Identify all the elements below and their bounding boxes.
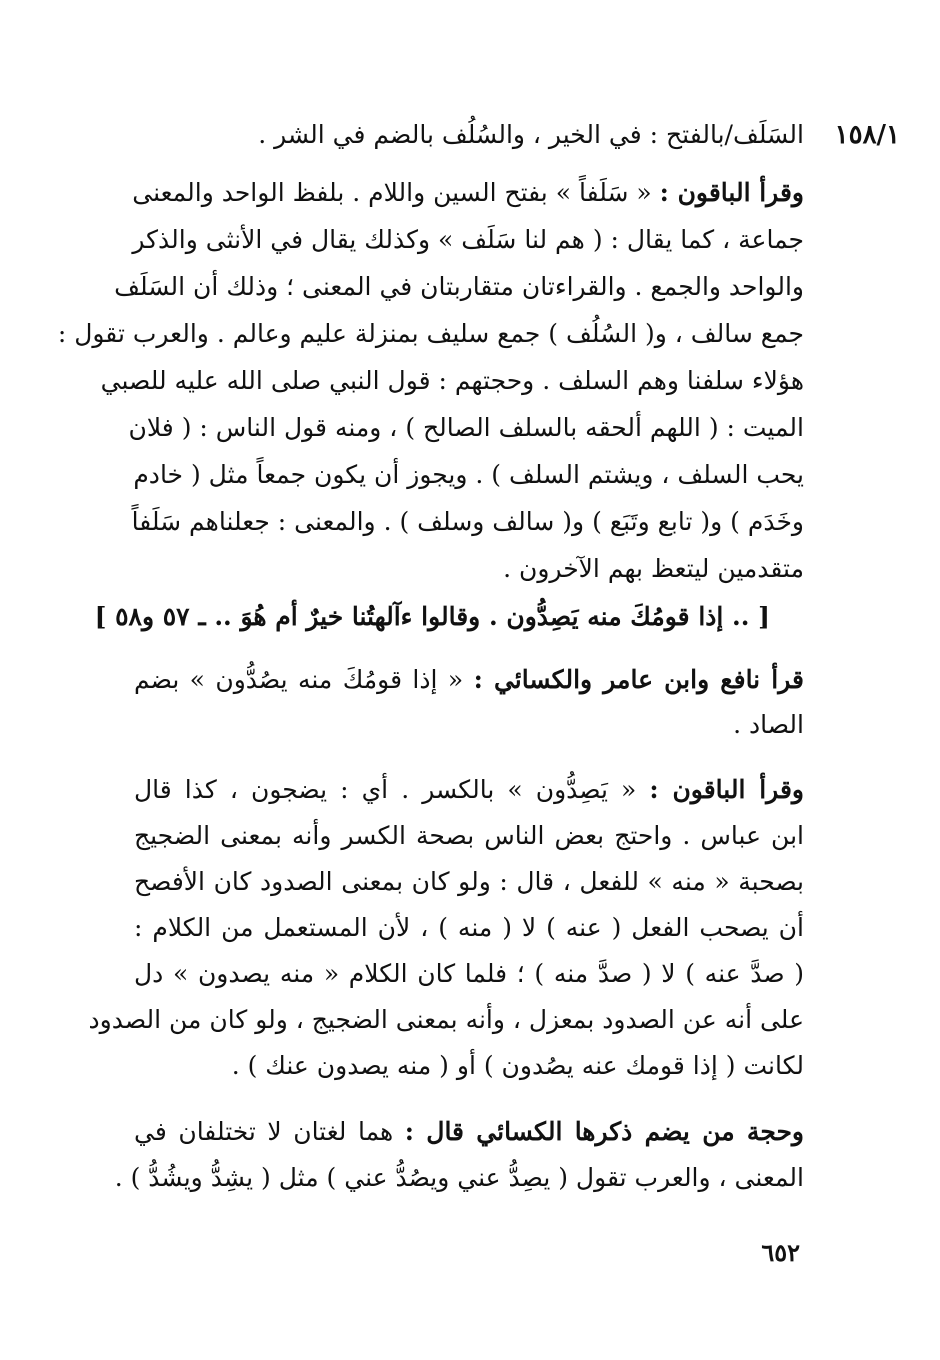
para2-line-1: قرأ نافع وابن عامر والكسائي : « إذا قومُكَ منه يصُدُّون » بضم [134,665,804,694]
para3-line-6: على أنه عن الصدود بمعزل ، وأنه بمعنى الضجيج ، ولو كان من الصدود [88,1005,804,1034]
para1-line-5: هؤلاء سلفنا وهم السلف . وحجتهم : قول النبي صلى الله عليه للصبي [100,366,804,395]
header-line: السَلَف/بالفتح : في الخير ، والسُلُف بالضم في الشر . [258,120,804,149]
para3-line-5: ( صدَّ عنه ) لا ( صدَّ منه ) ؛ فلما كان الكلام « منه يصدون » دل [134,959,804,988]
para4-line-1: وحجة من يضم ذكرها الكسائي قال : هما لغتان لا تختلفان في [134,1117,804,1146]
para1-line-2: جماعة ، كما يقال : ( هم لنا سَلَف » وكذلك يقال في الأنثى والذكر [132,225,804,254]
para4-line-2: المعنى ، والعرب تقول ( يصِدُّ عني ويصُدُّ عني ) مثل ( يشِدُّ ويشُدُّ ) . [114,1163,804,1192]
para1-line-6: الميت : ( اللهم ألحقه بالسلف الصالح ) ، ومنه قول الناس : ( فلان [128,413,804,442]
para1-line-3: والواحد والجمع . والقراءتان متقاربتان في المعنى ؛ وذلك أن السَلَف [114,272,804,301]
quran-verse: [ .. إذا قومُكَ منه يَصِدُّون . وقالوا ءآلهتُنا خيرٌ أم هُوَ .. ـ ٥٧ و٥٨ ] [94,602,770,631]
verse-reference: ١٥٨/١ [834,120,900,150]
para3-line-7: لكانت ( إذا قومك عنه يصُدون ) أو ( منه يصدون عنك ) . [231,1051,804,1080]
para1-line-1: وقرأ الباقون : « سَلَفاً » بفتح السين واللام . بلفظ الواحد والمعنى [132,178,804,207]
para3-line-3: بصحبة « منه » للفعل ، قال : ولو كان بمعنى الصدود كان الأفصح [134,867,804,896]
para3-line-1: وقرأ الباقون : « يَصِدُّون » بالكسر . أي : يضجون ، كذا قال [134,775,804,804]
para1-line-7: يحب السلف ، ويشتم السلف ) . ويجوز أن يكون جمعاً مثل ( خادم [133,460,804,489]
para1-line-8: وخَدَم ) و( تابع وتَبَع ) و( سالف وسلف ) . والمعنى : جعلناهم سَلَفاً [131,507,804,536]
para2-line-2: الصاد . [733,710,804,739]
para3-line-4: أن يصحب الفعل ( عنه ) لا ( منه ) ، لأن المستعمل من الكلام : [134,913,804,942]
page-number: ٦٥٢ [761,1238,800,1267]
para3-line-2: ابن عباس . واحتج بعض الناس بصحة الكسر وأنه بمعنى الضجيج [134,821,804,850]
para1-line-4: جمع سالف ، و( السُلُف ) جمع سليف بمنزلة عليم وعالم . والعرب تقول : [57,319,804,348]
para1-line-9: متقدمين ليتعظ بهم الآخرون . [503,554,804,583]
